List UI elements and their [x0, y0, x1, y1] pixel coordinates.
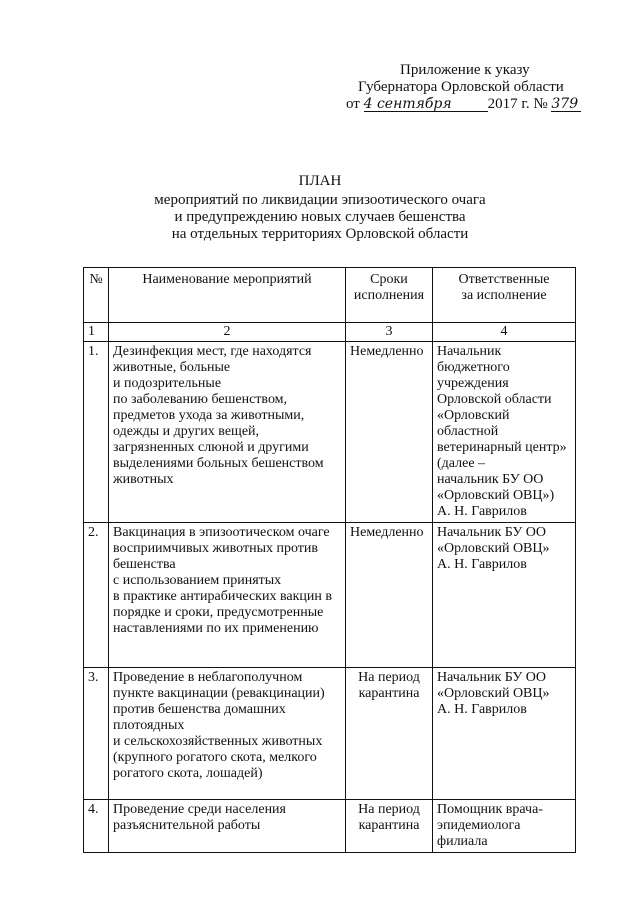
- row-name: Дезинфекция мест, где находятся животные, больные и подозрительные по заболеванию бешенством, предметов ухода за животными, одежды и других вещей, загрязненных слюной и другими выделениями больных бешенством животных: [109, 342, 346, 523]
- row-number: 4.: [84, 800, 109, 853]
- column-number-4: 4: [433, 323, 576, 342]
- row-name: Проведение среди населения разъяснительной работы: [109, 800, 346, 853]
- appendix-line-1: Приложение к указу: [400, 62, 530, 78]
- header-number: №: [84, 268, 109, 323]
- column-number-2: 2: [109, 323, 346, 342]
- header-row: [84, 268, 576, 323]
- column-number-row: [84, 323, 576, 342]
- title-line-1: мероприятий по ликвидации эпизоотического очага: [154, 192, 486, 208]
- row-number: 2.: [84, 523, 109, 668]
- document-title: [0, 173, 640, 243]
- table-row: [84, 523, 576, 668]
- row-term: На период карантина: [346, 668, 433, 800]
- row-name: Проведение в неблагополучном пункте вакцинации (ревакцинации) против бешенства домашних плотоядных и сельскохозяйственных животных (крупного рогатого скота, мелкого рогатого скота, лошадей): [109, 668, 346, 800]
- handwritten-number: 379: [551, 97, 581, 112]
- appendix-line-2: Губернатора Орловской области: [358, 79, 564, 95]
- appendix-prefix: от: [346, 96, 360, 112]
- table-row: [84, 800, 576, 853]
- plan-table: [83, 267, 576, 853]
- title-line-3: на отдельных территориях Орловской области: [171, 226, 469, 242]
- column-number-1: 1: [84, 323, 109, 342]
- row-responsible: Начальник БУ ОО «Орловский ОВЦ» А. Н. Гаврилов: [433, 668, 576, 800]
- row-term: На период карантина: [346, 800, 433, 853]
- row-number: 3.: [84, 668, 109, 800]
- table-row: [84, 668, 576, 800]
- table-row: [84, 342, 576, 523]
- row-term: Немедленно: [346, 523, 433, 668]
- row-term: Немедленно: [346, 342, 433, 523]
- row-name: Вакцинация в эпизоотическом очаге восприимчивых животных против бешенства с использованием принятых в практике антирабических вакцин в порядке и сроки, предусмотренные наставлениями по их применению: [109, 523, 346, 668]
- header-responsible: Ответственные за исполнение: [433, 268, 576, 323]
- row-number: 1.: [84, 342, 109, 523]
- plan-heading: ПЛАН: [298, 173, 342, 189]
- row-responsible: Начальник БУ ОО «Орловский ОВЦ» А. Н. Гаврилов: [433, 523, 576, 668]
- row-responsible: Начальник бюджетного учреждения Орловской области «Орловский областной ветеринарный центр» (далее – начальник БУ ОО «Орловский ОВЦ») А. Н. Гаврилов: [433, 342, 576, 523]
- row-responsible: Помощник врача-эпидемиолога филиала: [433, 800, 576, 853]
- header-name: Наименование мероприятий: [109, 268, 346, 323]
- handwritten-date: 4 сентября: [364, 97, 488, 112]
- appendix-line-3: [346, 96, 606, 113]
- column-number-3: 3: [346, 323, 433, 342]
- appendix-year-number: 2017 г. №: [487, 96, 548, 112]
- header-term: Сроки исполнения: [346, 268, 433, 323]
- appendix-block: [346, 62, 606, 113]
- title-line-2: и предупреждению новых случаев бешенства: [174, 209, 466, 225]
